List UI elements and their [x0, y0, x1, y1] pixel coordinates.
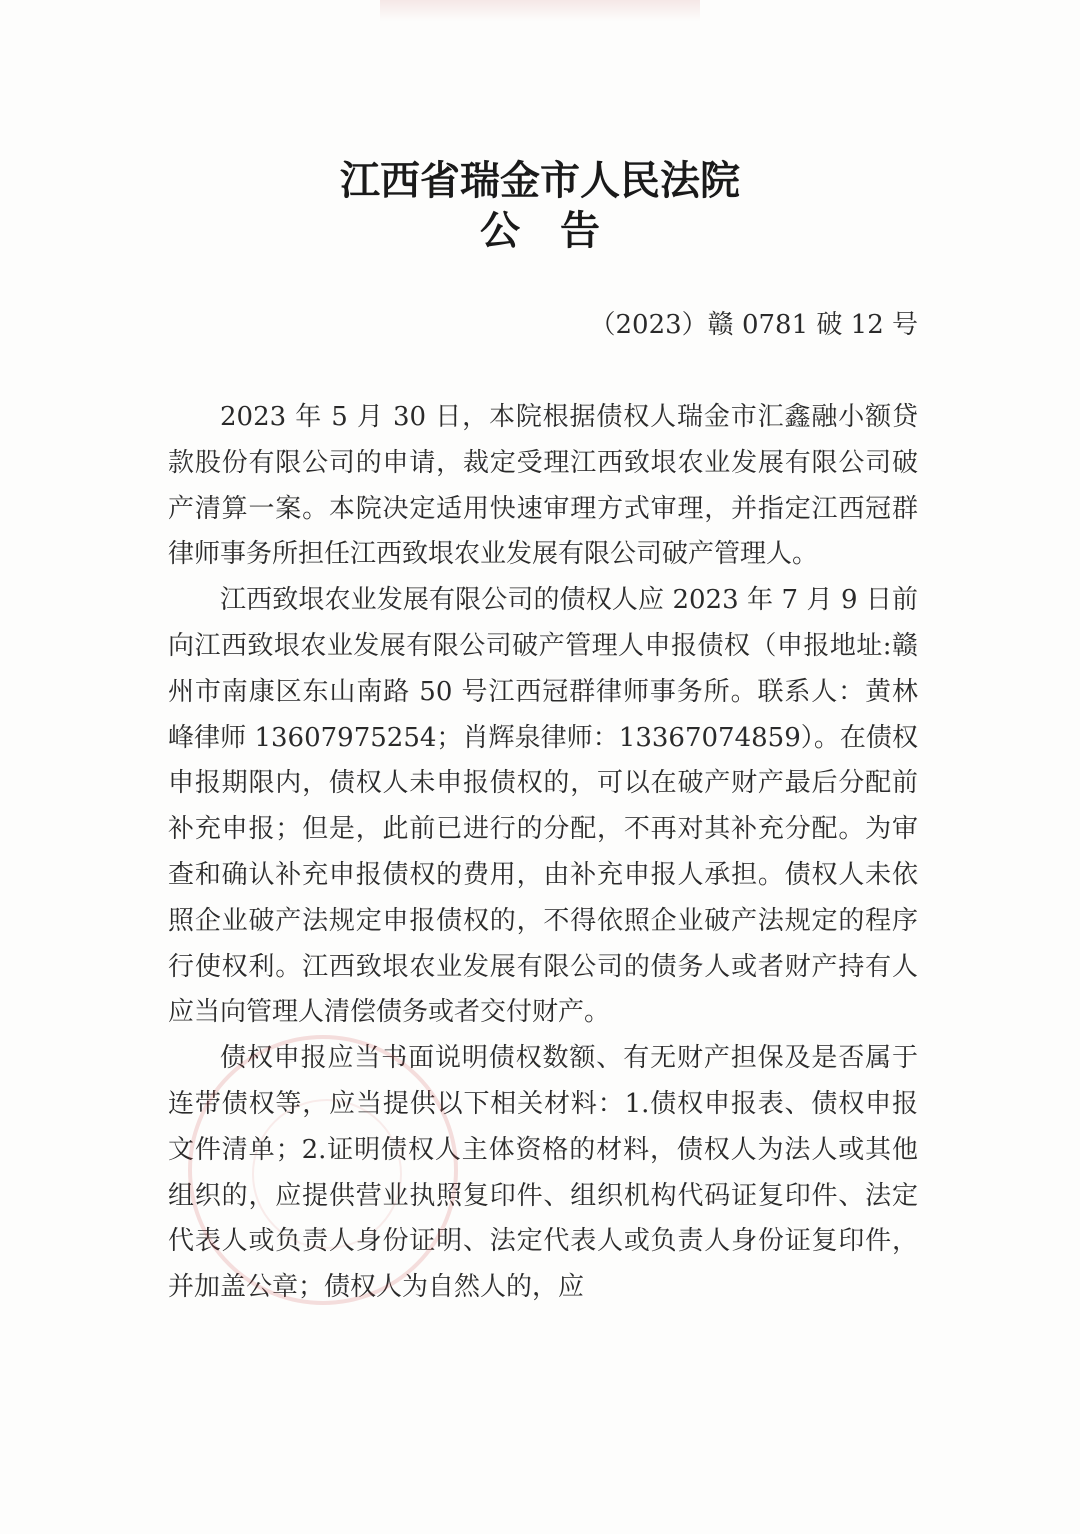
paragraph-claim-materials: 债权申报应当书面说明债权数额、有无财产担保及是否属于连带债权等，应当提供以下相关材料：1.债权申报表、债权申报文件清单；2.证明债权人主体资格的材料，债权人为法人或其他组织的，应提供营业执照复印件、组织机构代码证复印件、法定代表人或负责人身份证明、法定代表人或负责人身份证复印件，并加盖公章；债权人为自然人的，应 — [168, 1043, 918, 1303]
paper-stain — [380, 0, 700, 22]
document-type-heading: 公告 — [480, 208, 640, 254]
paragraph-acceptance: 2023 年 5 月 30 日，本院根据债权人瑞金市汇鑫融小额贷款股份有限公司的申请，裁定受理江西致垠农业发展有限公司破产清算一案。本院决定适用快速审理方式审理，并指定江西冠群律师事务所担任江西致垠农业发展有限公司破产管理人。 — [168, 402, 918, 570]
court-name-heading: 江西省瑞金市人民法院 — [340, 158, 740, 204]
paragraph-claim-filing: 江西致垠农业发展有限公司的债权人应 2023 年 7 月 9 日前向江西致垠农业发展有限公司破产管理人申报债权（申报地址:赣州市南康区东山南路 50 号江西冠群律师事务所。联系人：黄林峰律师 13607975254；肖辉泉律师：13367074859）。在债权申报期限内，债权人未申报债权的，可以在破产财产最后分配前补充申报；但是，此前已进行的分配，不再对其补充分配。为审查和确认补充申报债权的费用，由补充申报人承担。债权人未依照企业破产法规定申报债权的，不得依照企业破产法规定的程序行使权利。江西致垠农业发展有限公司的债务人或者财产持有人应当向管理人清偿债务或者交付财产。 — [168, 585, 918, 1028]
announcement-body — [168, 395, 918, 1311]
case-number: （2023）赣 0781 破 12 号 — [589, 310, 918, 340]
